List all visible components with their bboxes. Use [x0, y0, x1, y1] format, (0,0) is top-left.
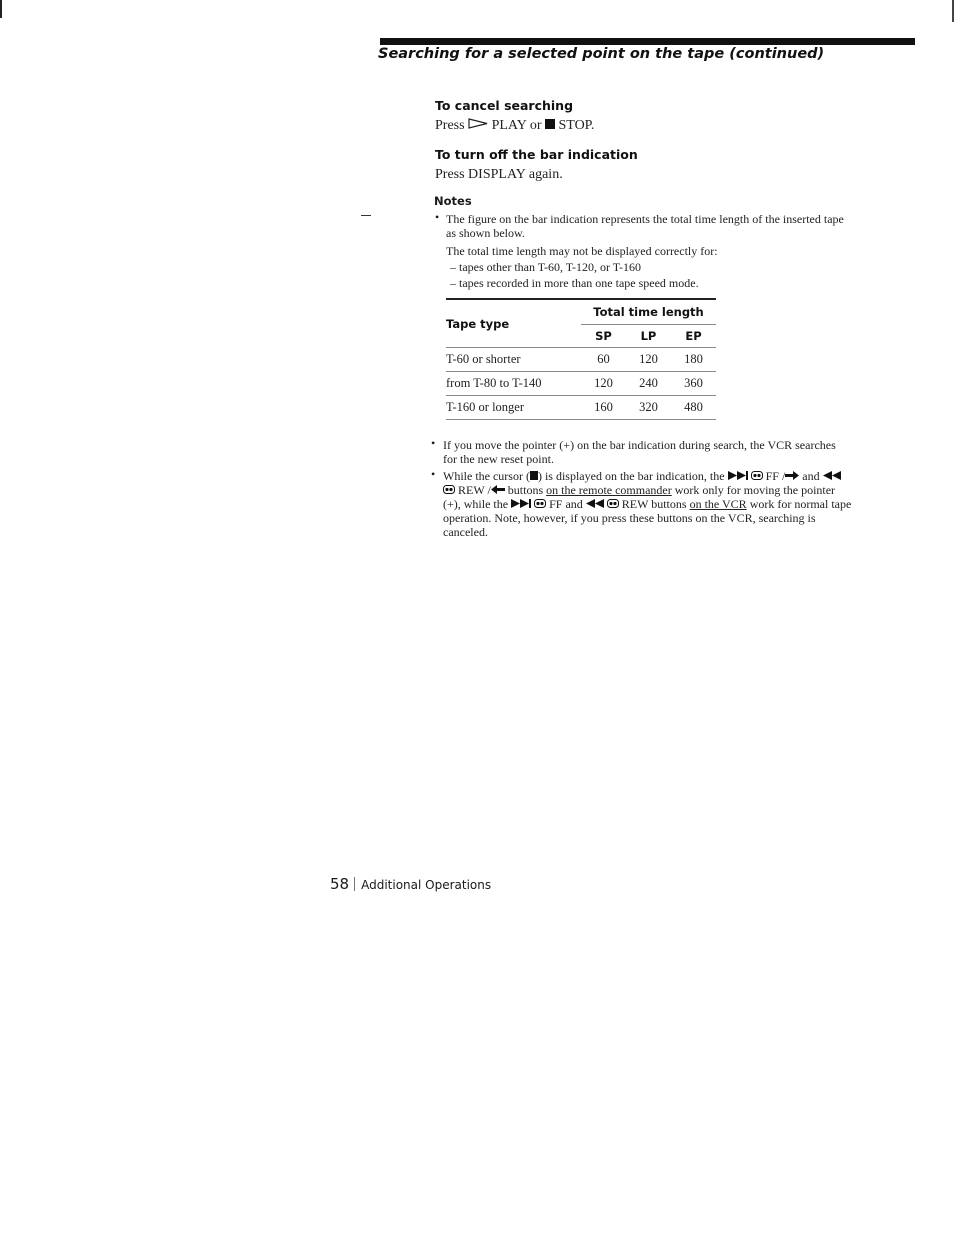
- cancel-instruction: [435, 118, 594, 134]
- note-2-line-1: If you move the pointer (+) on the bar indication during search, the VCR searches: [443, 438, 836, 452]
- note-3-text: and: [802, 469, 820, 483]
- cancel-press-text: Press: [435, 118, 465, 133]
- rewind-icon: [823, 471, 841, 480]
- column-header-tape-type: Tape type: [446, 299, 581, 348]
- scan-edge-mark: [0, 0, 2, 18]
- note-3-text: FF and: [549, 497, 583, 511]
- note-3-text: REW /: [458, 483, 491, 497]
- table-header-row: [446, 299, 716, 325]
- note-3-line-5: canceled.: [443, 525, 488, 539]
- cancel-stop-text: STOP.: [558, 118, 595, 133]
- column-header-lp: LP: [626, 325, 671, 348]
- bar-off-instruction: Press DISPLAY again.: [435, 167, 563, 182]
- note-3-line-4: operation. Note, however, if you press these buttons on the VCR, searching is: [443, 511, 816, 525]
- notes-heading: Notes: [434, 194, 472, 208]
- play-triangle-outline-icon: [468, 118, 488, 129]
- page-number: 58: [330, 875, 350, 893]
- note-3-line-3: [443, 497, 851, 512]
- header-rule: [380, 38, 915, 45]
- cell-sp: 60: [581, 348, 626, 372]
- note-1-line-5: – tapes recorded in more than one tape speed mode.: [450, 276, 699, 290]
- note-1-line-2: as shown below.: [446, 226, 525, 240]
- note-1-line-4: – tapes other than T-60, T-120, or T-160: [450, 260, 641, 274]
- cell-sp: 160: [581, 396, 626, 420]
- note-3-text: work only for moving the pointer: [674, 483, 836, 497]
- cell-ep: 360: [671, 372, 716, 396]
- note-bullet-1: •: [435, 210, 440, 224]
- scan-speck: [361, 215, 371, 216]
- search-badge-icon: [751, 471, 763, 480]
- footer-separator: [354, 877, 355, 891]
- note-bullet-3: •: [431, 467, 436, 481]
- note-3-text: work for normal tape: [749, 497, 852, 511]
- note-1-line-3: The total time length may not be displayed correctly for:: [446, 244, 718, 258]
- cell-lp: 320: [626, 396, 671, 420]
- note-3-text: REW buttons: [621, 497, 687, 511]
- fast-forward-icon: [511, 499, 531, 508]
- cell-ep: 180: [671, 348, 716, 372]
- on-vcr-underline: on the VCR: [689, 497, 747, 511]
- footer-section-label: Additional Operations: [361, 878, 492, 892]
- cell-tape-type: T-160 or longer: [446, 396, 581, 420]
- remote-commander-underline: on the remote commander: [546, 483, 672, 497]
- table-row: [446, 348, 716, 372]
- cell-lp: 120: [626, 348, 671, 372]
- note-3-line-1: [443, 469, 841, 484]
- cancel-heading: To cancel searching: [435, 98, 574, 113]
- cell-ep: 480: [671, 396, 716, 420]
- stop-square-icon: [545, 119, 555, 129]
- search-badge-icon: [607, 499, 619, 508]
- cell-lp: 240: [626, 372, 671, 396]
- search-badge-icon: [534, 499, 546, 508]
- note-bullet-2: •: [431, 436, 436, 450]
- table-row: [446, 372, 716, 396]
- note-3-text: While the cursor (: [443, 469, 530, 483]
- cell-tape-type: from T-80 to T-140: [446, 372, 581, 396]
- column-header-ep: EP: [671, 325, 716, 348]
- bar-off-heading: To turn off the bar indication: [435, 147, 638, 162]
- note-3-text: FF /: [765, 469, 786, 483]
- page-footer: [330, 874, 491, 893]
- fast-forward-icon: [728, 471, 748, 480]
- table-row: [446, 396, 716, 420]
- rewind-icon: [586, 499, 604, 508]
- column-header-sp: SP: [581, 325, 626, 348]
- note-3-text: (+), while the: [443, 497, 509, 511]
- note-3-line-2: [443, 483, 835, 498]
- search-badge-icon: [443, 485, 455, 494]
- cell-tape-type: T-60 or shorter: [446, 348, 581, 372]
- note-3-text: buttons: [507, 483, 544, 497]
- arrow-left-icon: [491, 485, 505, 494]
- tape-time-table: [446, 298, 716, 420]
- note-1-line-1: The figure on the bar indication represents the total time length of the inserted tape: [446, 212, 844, 226]
- cursor-square-icon: [530, 471, 538, 480]
- arrow-right-icon: [785, 471, 799, 480]
- section-title: Searching for a selected point on the tape (continued): [378, 46, 825, 62]
- column-header-total-time: Total time length: [581, 299, 716, 325]
- cancel-play-text: PLAY or: [491, 118, 542, 133]
- cell-sp: 120: [581, 372, 626, 396]
- note-3-text: ) is displayed on the bar indication, the: [537, 469, 725, 483]
- note-2-line-2: for the new reset point.: [443, 452, 554, 466]
